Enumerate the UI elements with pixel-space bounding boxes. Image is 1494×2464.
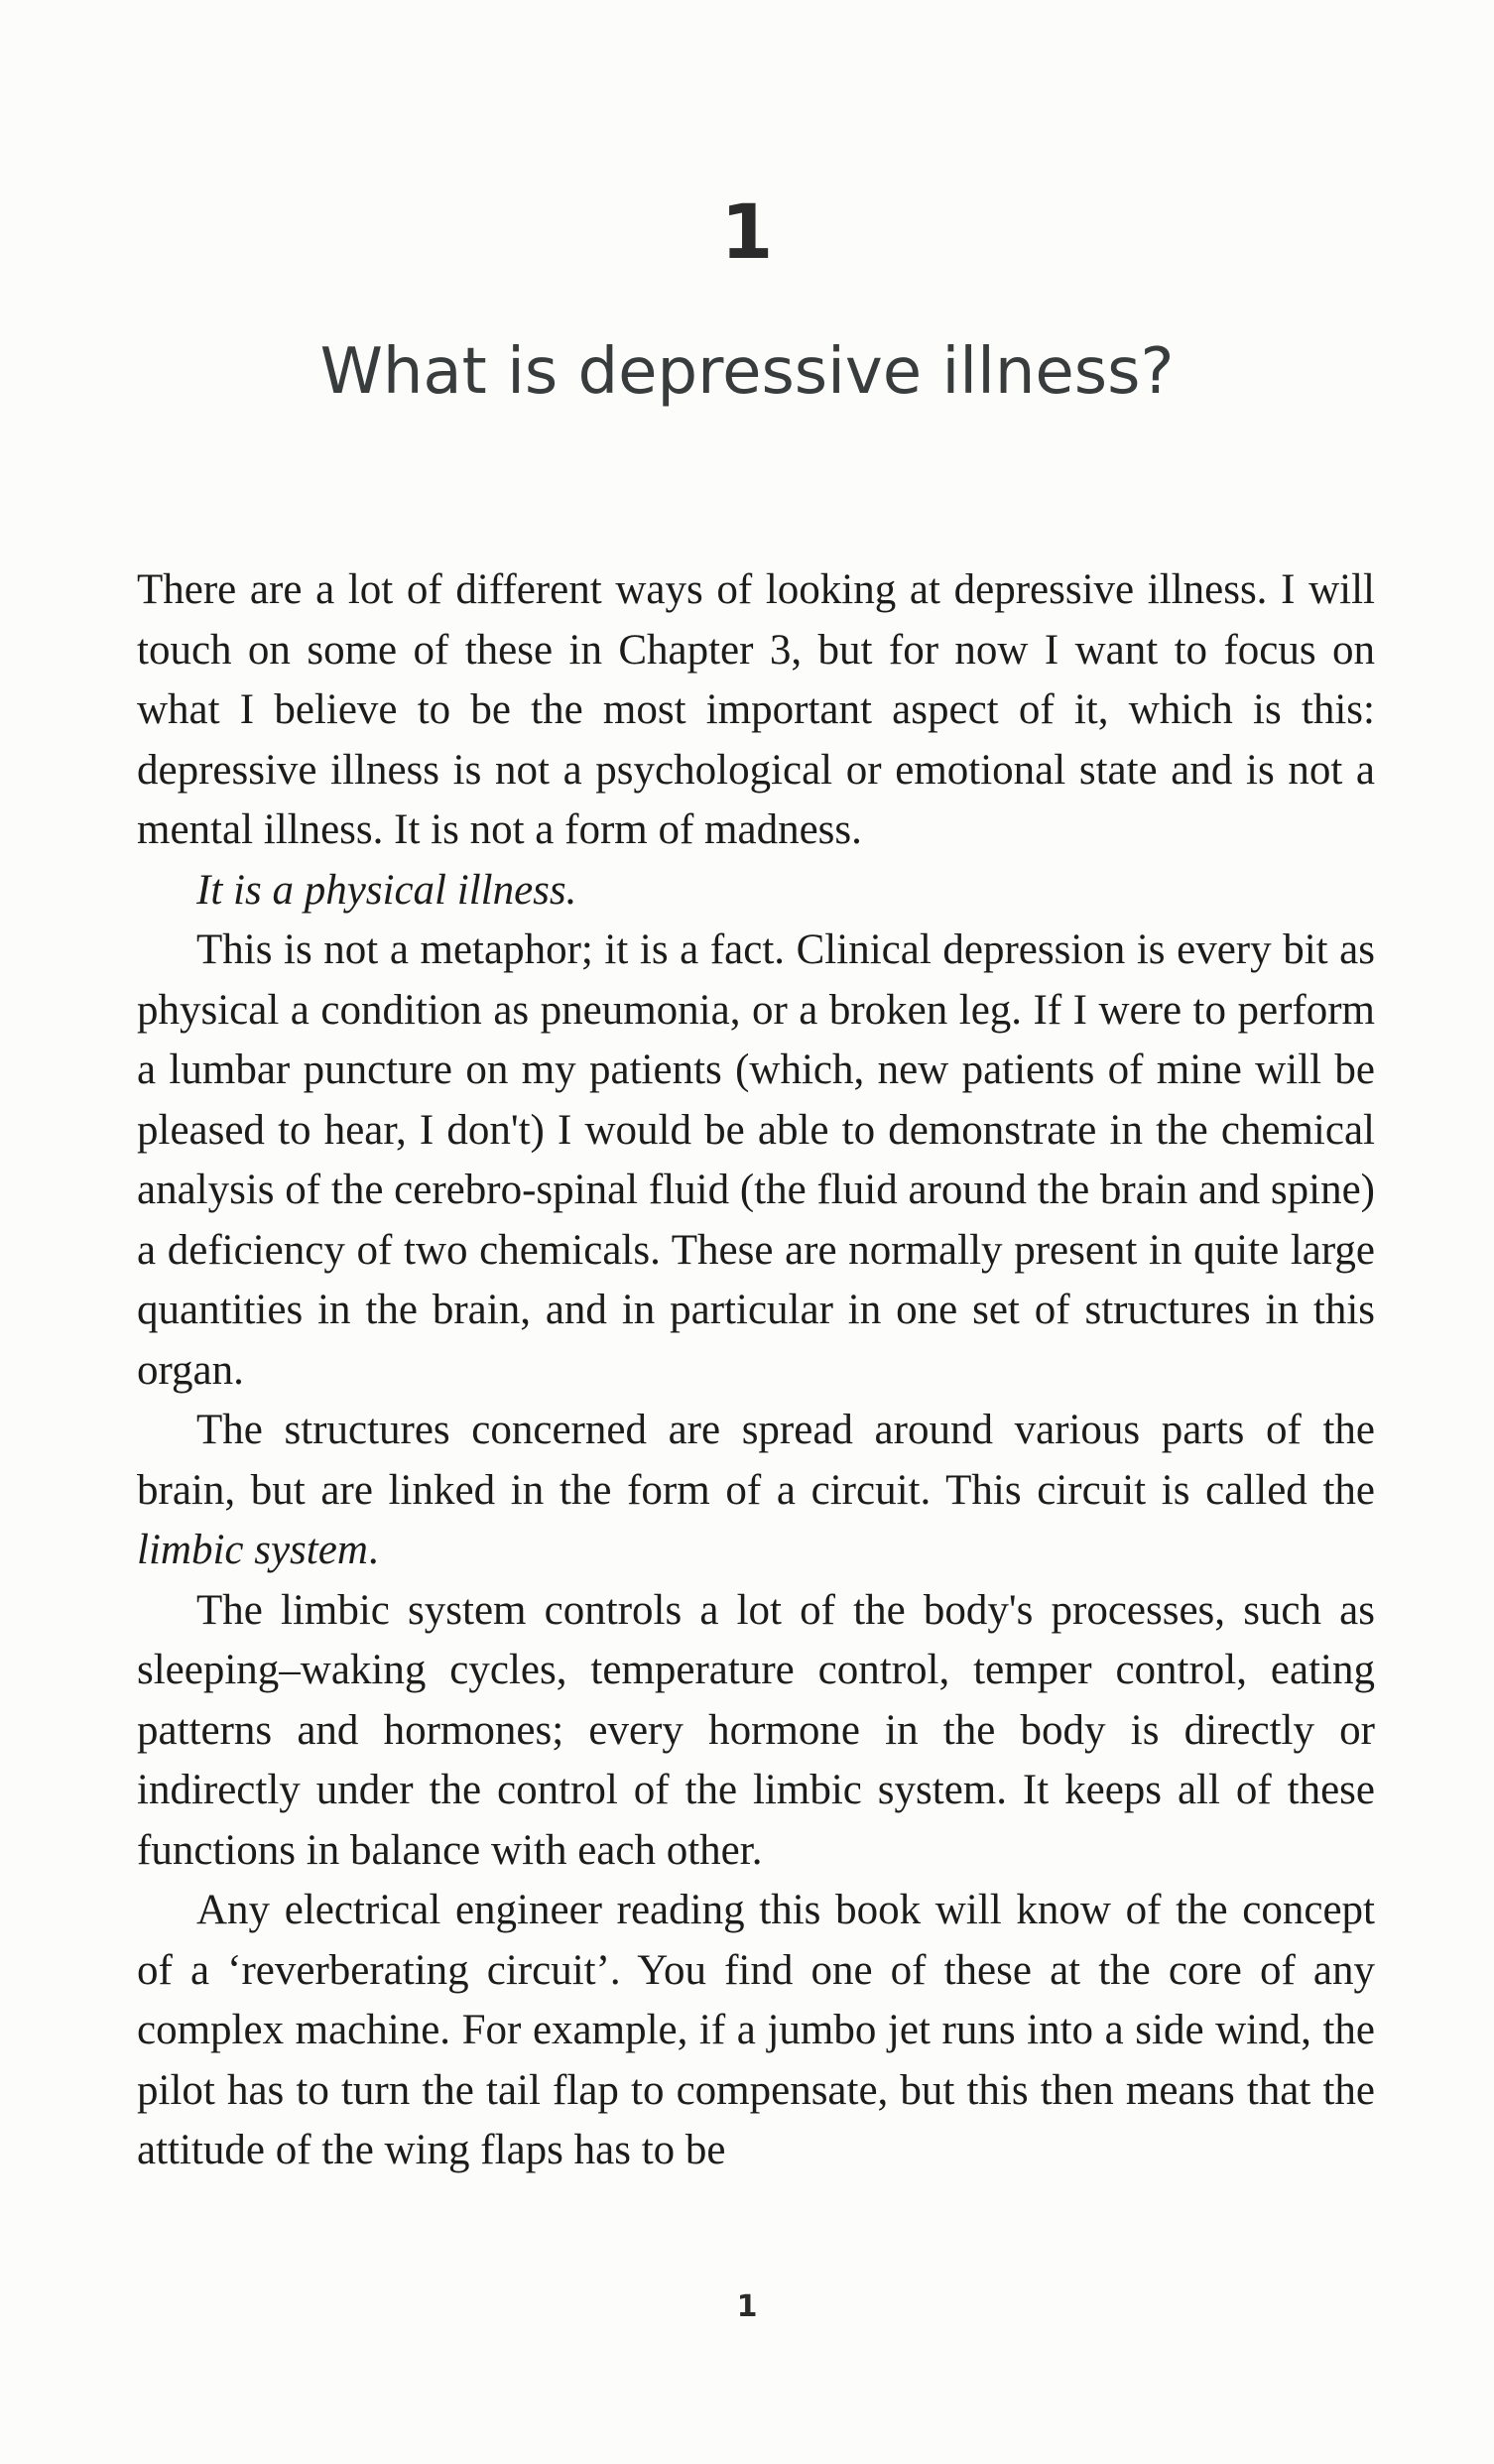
page-number: 1 bbox=[736, 2289, 758, 2324]
chapter-body bbox=[137, 560, 1375, 2181]
paragraph-4-text: The structures concerned are spread around various parts of the brain, but are linked in the form of a circuit. This circuit is called the bbox=[137, 1407, 1375, 1514]
chapter-number: 1 bbox=[720, 187, 774, 276]
paragraph-5: The limbic system controls a lot of the body's processes, such as sleeping–waking cycles, temperature control, temper control, eating patterns and hormones; every hormone in the body is directly or indirectly under the control of the limbic system. It keeps all of these functions in balance with each other. bbox=[137, 1586, 1375, 1874]
chapter-title: What is depressive illness? bbox=[319, 335, 1175, 409]
paragraph-2-emphasis: It is a physical illness. bbox=[196, 866, 577, 914]
paragraph-4 bbox=[137, 1401, 1375, 1581]
limbic-system-term: limbic system bbox=[137, 1527, 368, 1573]
paragraph-4-end: . bbox=[367, 1527, 379, 1573]
paragraph-3: This is not a metaphor; it is a fact. Clinical depression is every bit as physical a condition as pneumonia, or a broken leg. If I were to perform a lumbar puncture on my patients (which, new patients of mine will be pleased to hear, I don't) I would be able to demonstrate in the chemical analysis of the cerebro-spinal fluid (the fluid around the brain and spine) a deficiency of two chemicals. These are normally present in quite large quantities in the brain, and in particular in one set of structures in this organ. bbox=[137, 926, 1375, 1394]
paragraph-6: Any electrical engineer reading this book will know of the concept of a ‘reverberating circuit’. You find one of these at the core of any complex machine. For example, if a jumbo jet runs into a side wind, the pilot has to turn the tail flap to compensate, but this then means that the attitude of the wing flaps has to be bbox=[137, 1887, 1375, 2173]
paragraph-1: There are a lot of different ways of looking at depressive illness. I will touch on some of these in Chapter 3, but for now I want to focus on what I believe to be the most important aspect of it, which is this: depressive illness is not a psychological or emotional state and is not a mental illness. It is not a form of madness. bbox=[137, 566, 1375, 853]
